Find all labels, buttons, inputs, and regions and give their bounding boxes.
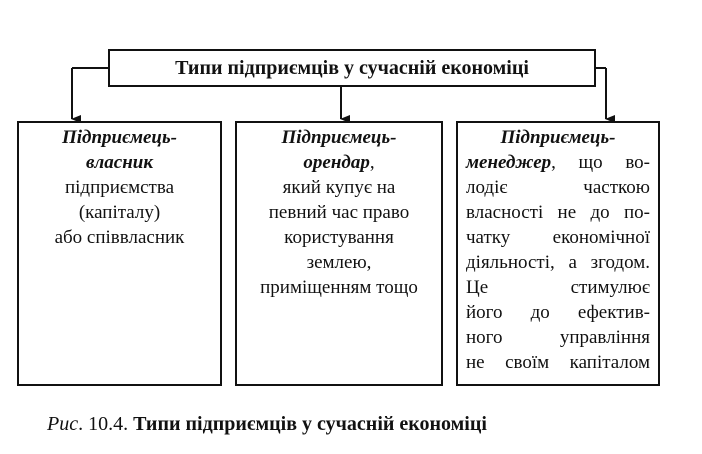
box-2-line-2-term: орендар <box>303 152 370 173</box>
box-1-line-4: (капіталу) <box>78 202 161 223</box>
box-3-line-9: ного управління <box>466 327 650 348</box>
box-2-line-2-suffix: , <box>369 152 375 173</box>
caption-text: Типи підприємців у сучасній економіці <box>133 413 487 435</box>
box-3-lines-6-7: діяльності, а згодом. Це стимулює <box>466 252 650 298</box>
figure-caption <box>47 413 487 436</box>
box-3-line-10: не своїм капіталом <box>466 352 650 373</box>
box-2-line-7: приміщенням тощо <box>260 277 418 298</box>
box-1-line-5: або співвласник <box>54 227 185 248</box>
box-2-line-2 <box>237 150 441 175</box>
box-2-line-4: певний час право <box>268 202 410 223</box>
box-2-line-1: Підприємець- <box>281 127 397 148</box>
diagram-title-box <box>108 49 596 87</box>
box-3-line-2-term: менеджер <box>466 152 552 173</box>
diagram-title: Типи підприємців у сучасній економіці <box>175 56 529 79</box>
box-3-line-3: лодіє часткою <box>466 177 650 198</box>
box-3-line-5: чатку економічної <box>466 227 650 248</box>
box-1-line-1: Підприємець- <box>61 127 178 148</box>
box-1-line-3: підприємства <box>64 177 175 198</box>
caption-prefix: Рис <box>47 413 79 435</box>
box-2-line-3: який купує на <box>282 177 396 198</box>
owner-entrepreneur-box <box>17 121 222 386</box>
box-3-line-2 <box>458 150 658 175</box>
tenant-entrepreneur-box <box>235 121 443 386</box>
box-3-line-1: Підприємець- <box>500 127 616 148</box>
box-3-line-8: його до ефектив- <box>466 302 650 323</box>
box-1-line-2: власник <box>86 152 153 173</box>
caption-number: . 10.4. <box>78 413 134 435</box>
box-3-line-2-suffix: , що во- <box>551 152 650 173</box>
manager-entrepreneur-box <box>456 121 660 386</box>
box-3-line-4: власності не до по- <box>466 202 650 223</box>
box-2-line-6: землею, <box>306 252 372 273</box>
box-2-line-5: користування <box>284 227 394 248</box>
